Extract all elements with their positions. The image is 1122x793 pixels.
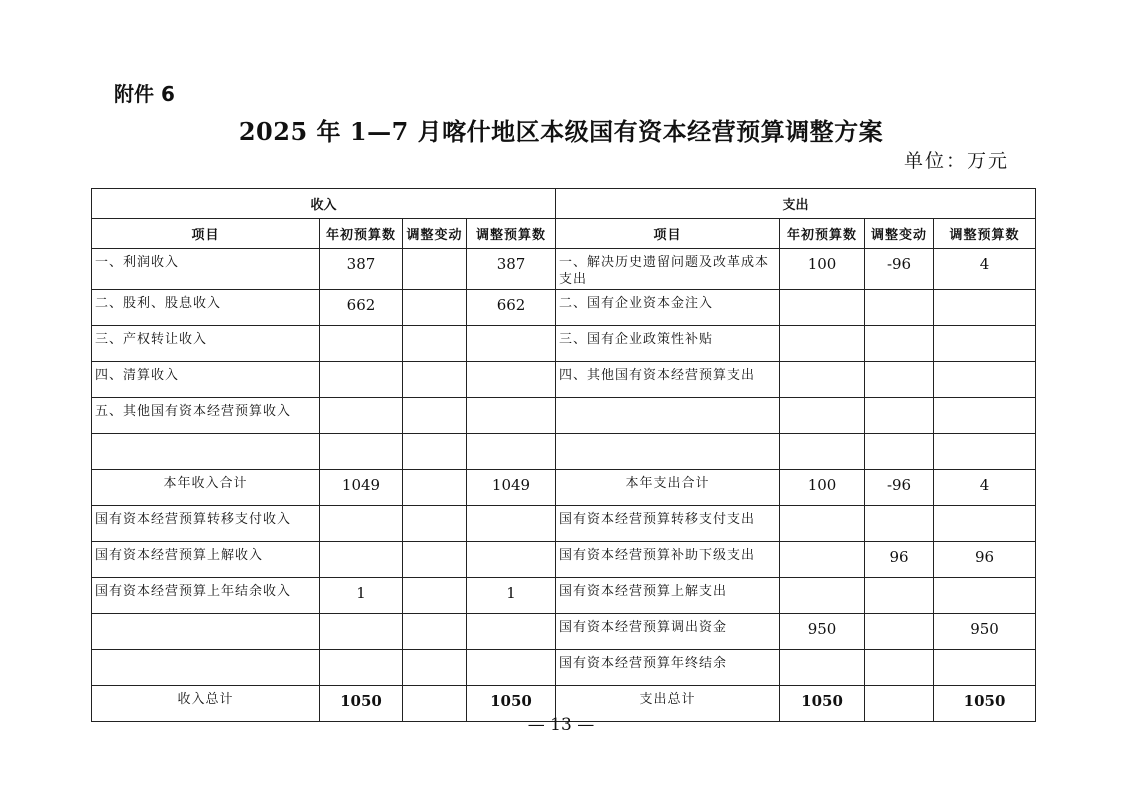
- expense-initial-cell: [780, 290, 865, 326]
- income-adjustment-cell: [403, 578, 467, 614]
- expense-adjusted-cell: [934, 650, 1036, 686]
- income-adjustment-cell: [403, 326, 467, 362]
- income-initial-cell: [320, 362, 403, 398]
- income-item-cell: 三、产权转让收入: [92, 326, 320, 362]
- income-item-cell: 五、其他国有资本经营预算收入: [92, 398, 320, 434]
- table-row: [92, 578, 1036, 614]
- expense-adjustment-cell: [865, 290, 934, 326]
- income-adjustment-cell: [403, 362, 467, 398]
- expense-adjusted-cell: 4: [934, 249, 1036, 290]
- expense-adjusted-cell: 96: [934, 542, 1036, 578]
- expense-item-cell: 支出总计: [556, 686, 780, 722]
- expense-adjustment-header: 调整变动: [865, 219, 934, 249]
- income-adjustment-cell: [403, 434, 467, 470]
- expense-adjusted-cell: [934, 506, 1036, 542]
- expense-initial-budget-header: 年初预算数: [780, 219, 865, 249]
- expense-item-cell: 三、国有企业政策性补贴: [556, 326, 780, 362]
- income-item-cell: 二、股利、股息收入: [92, 290, 320, 326]
- document-title: 2025 年 1—7 月喀什地区本级国有资本经营预算调整方案: [238, 117, 884, 146]
- income-adjusted-cell: 387: [467, 249, 556, 290]
- expense-adjustment-cell: 96: [865, 542, 934, 578]
- expense-item-cell: 国有资本经营预算年终结余: [556, 650, 780, 686]
- expense-adjustment-cell: [865, 362, 934, 398]
- expense-initial-cell: 950: [780, 614, 865, 650]
- expense-adjustment-cell: -96: [865, 470, 934, 506]
- income-item-cell: 国有资本经营预算转移支付收入: [92, 506, 320, 542]
- income-initial-cell: [320, 650, 403, 686]
- expense-item-cell: 国有资本经营预算转移支付支出: [556, 506, 780, 542]
- attachment-label: 附件 6: [114, 82, 175, 106]
- page-number: — 13 —: [527, 715, 595, 735]
- income-initial-cell: 387: [320, 249, 403, 290]
- expense-item-cell: [556, 398, 780, 434]
- expense-adjusted-cell: [934, 326, 1036, 362]
- expense-initial-cell: [780, 362, 865, 398]
- income-adjustment-cell: [403, 249, 467, 290]
- income-initial-cell: 1050: [320, 686, 403, 722]
- income-adjustment-cell: [403, 614, 467, 650]
- expense-adjustment-cell: [865, 434, 934, 470]
- expense-adjusted-cell: [934, 362, 1036, 398]
- expense-adjusted-cell: [934, 434, 1036, 470]
- expense-adjustment-cell: [865, 326, 934, 362]
- expense-adjustment-cell: [865, 506, 934, 542]
- expense-adjusted-budget-header: 调整预算数: [934, 219, 1036, 249]
- expense-adjustment-cell: [865, 650, 934, 686]
- expense-section-header: 支出: [556, 189, 1036, 219]
- income-initial-cell: [320, 542, 403, 578]
- income-item-cell: [92, 614, 320, 650]
- income-initial-budget-header: 年初预算数: [320, 219, 403, 249]
- table-row: [92, 290, 1036, 326]
- expense-initial-cell: [780, 542, 865, 578]
- column-header-row: [92, 219, 1036, 249]
- income-item-cell: 收入总计: [92, 686, 320, 722]
- income-adjusted-cell: [467, 398, 556, 434]
- expense-item-cell: [556, 434, 780, 470]
- expense-initial-cell: [780, 506, 865, 542]
- income-initial-cell: [320, 326, 403, 362]
- expense-initial-cell: [780, 398, 865, 434]
- expense-adjustment-cell: [865, 614, 934, 650]
- income-adjusted-cell: 662: [467, 290, 556, 326]
- income-adjustment-header: 调整变动: [403, 219, 467, 249]
- expense-adjusted-cell: 4: [934, 470, 1036, 506]
- income-adjusted-cell: [467, 506, 556, 542]
- income-adjusted-cell: 1049: [467, 470, 556, 506]
- income-initial-cell: 662: [320, 290, 403, 326]
- expense-initial-cell: [780, 578, 865, 614]
- expense-adjustment-cell: [865, 398, 934, 434]
- income-adjustment-cell: [403, 290, 467, 326]
- expense-initial-cell: [780, 434, 865, 470]
- income-initial-cell: [320, 614, 403, 650]
- table-row: [92, 362, 1036, 398]
- income-adjusted-cell: [467, 362, 556, 398]
- expense-adjustment-cell: -96: [865, 249, 934, 290]
- table-row: [92, 650, 1036, 686]
- income-adjusted-budget-header: 调整预算数: [467, 219, 556, 249]
- expense-initial-cell: 1050: [780, 686, 865, 722]
- table-row: [92, 398, 1036, 434]
- income-initial-cell: 1: [320, 578, 403, 614]
- expense-initial-cell: 100: [780, 470, 865, 506]
- expense-item-cell: 国有资本经营预算补助下级支出: [556, 542, 780, 578]
- table-row: [92, 326, 1036, 362]
- expense-item-cell: 二、国有企业资本金注入: [556, 290, 780, 326]
- expense-item-cell: 国有资本经营预算上解支出: [556, 578, 780, 614]
- income-item-cell: 四、清算收入: [92, 362, 320, 398]
- expense-initial-cell: 100: [780, 249, 865, 290]
- income-item-cell: [92, 434, 320, 470]
- income-adjusted-cell: [467, 434, 556, 470]
- table-row: [92, 434, 1036, 470]
- expense-item-cell: 一、解决历史遗留问题及改革成本支出: [556, 249, 780, 290]
- income-initial-cell: [320, 398, 403, 434]
- income-initial-cell: 1049: [320, 470, 403, 506]
- expense-item-cell: 国有资本经营预算调出资金: [556, 614, 780, 650]
- income-adjustment-cell: [403, 650, 467, 686]
- table-row: [92, 542, 1036, 578]
- table-row: [92, 470, 1036, 506]
- income-adjusted-cell: [467, 542, 556, 578]
- income-adjustment-cell: [403, 470, 467, 506]
- expense-adjusted-cell: [934, 398, 1036, 434]
- table-row: [92, 249, 1036, 290]
- expense-item-cell: 本年支出合计: [556, 470, 780, 506]
- budget-adjustment-table: [91, 188, 1036, 722]
- income-initial-cell: [320, 506, 403, 542]
- expense-item-cell: 四、其他国有资本经营预算支出: [556, 362, 780, 398]
- income-adjusted-cell: 1: [467, 578, 556, 614]
- income-item-cell: 一、利润收入: [92, 249, 320, 290]
- income-item-cell: 本年收入合计: [92, 470, 320, 506]
- income-adjusted-cell: [467, 650, 556, 686]
- income-item-cell: [92, 650, 320, 686]
- income-adjustment-cell: [403, 506, 467, 542]
- expense-initial-cell: [780, 326, 865, 362]
- income-adjusted-cell: [467, 614, 556, 650]
- income-adjustment-cell: [403, 398, 467, 434]
- income-item-header: 项目: [92, 219, 320, 249]
- expense-adjustment-cell: [865, 578, 934, 614]
- income-adjustment-cell: [403, 542, 467, 578]
- income-initial-cell: [320, 434, 403, 470]
- expense-adjusted-cell: [934, 290, 1036, 326]
- unit-label: 单位：万元: [904, 150, 1010, 172]
- expense-adjusted-cell: 1050: [934, 686, 1036, 722]
- expense-item-header: 项目: [556, 219, 780, 249]
- income-section-header: 收入: [92, 189, 556, 219]
- income-adjusted-cell: 1050: [467, 686, 556, 722]
- income-item-cell: 国有资本经营预算上解收入: [92, 542, 320, 578]
- table-row: [92, 614, 1036, 650]
- table-row: [92, 506, 1036, 542]
- income-item-cell: 国有资本经营预算上年结余收入: [92, 578, 320, 614]
- expense-initial-cell: [780, 650, 865, 686]
- expense-adjusted-cell: [934, 578, 1036, 614]
- section-header-row: [92, 189, 1036, 219]
- expense-adjusted-cell: 950: [934, 614, 1036, 650]
- income-adjusted-cell: [467, 326, 556, 362]
